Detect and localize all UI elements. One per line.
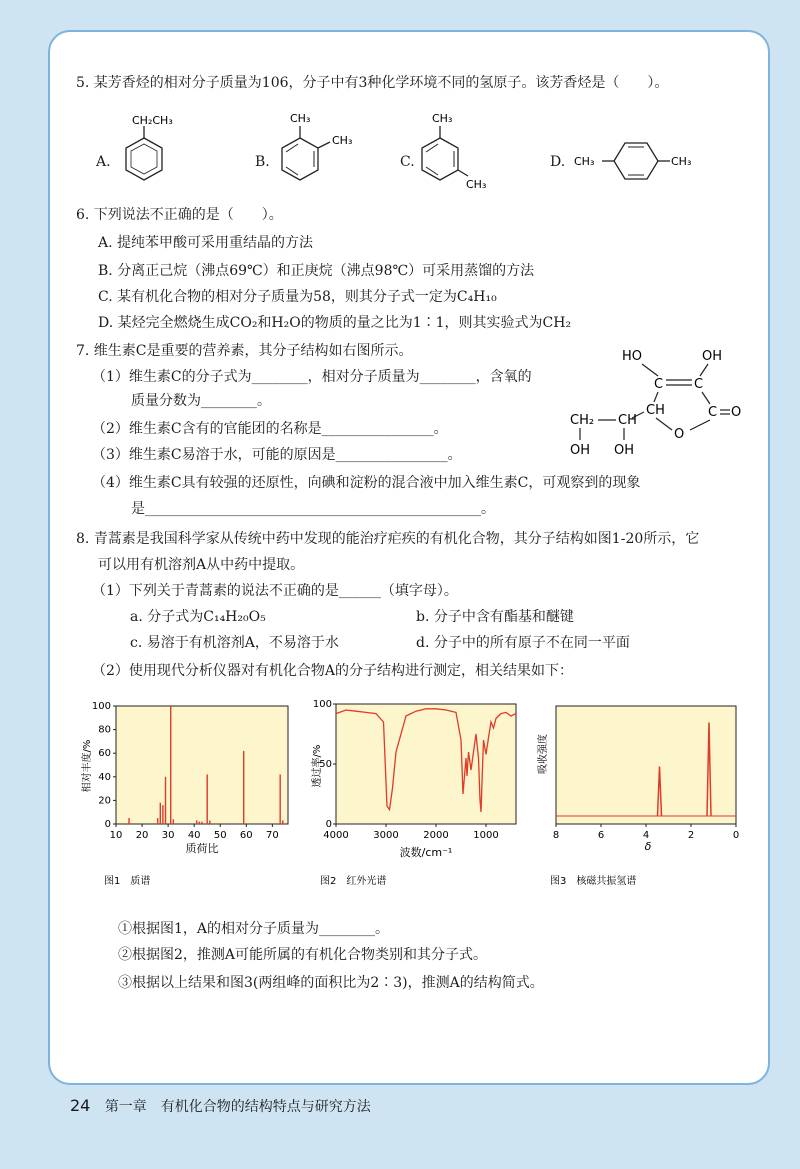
ir-caption: 图2 红外光谱 [320, 876, 387, 887]
ms-xlabel: 质荷比 [185, 842, 219, 855]
ir-plot-area [336, 704, 516, 824]
q7-part-3: （3）维生素C易溶于水，可能的原因是________________。 [92, 447, 462, 463]
vc-oh-1: OH [702, 349, 723, 364]
q5-d-group-1: CH₃ [574, 155, 595, 168]
ms-xtick-label: 10 [109, 830, 123, 841]
q8-part-2: （2）使用现代分析仪器对有机化合物A的分子结构进行测定，相关结果如下： [92, 663, 574, 679]
q8-subq-3: ③根据以上结果和图3(两组峰的面积比为2∶3)，推测A的结构简式。 [118, 975, 544, 991]
q5-option-d-structure [574, 138, 714, 184]
ms-caption: 图1 质谱 [104, 876, 151, 887]
q6-option-b: B. 分离正己烷（沸点69℃）和正庚烷（沸点98℃）可采用蒸馏的方法 [98, 263, 535, 279]
q7-part-4: （4）维生素C具有较强的还原性，向碘和淀粉的混合液中加入维生素C，可观察到的现象 [92, 475, 641, 491]
ir-spectrum-chart [306, 694, 528, 894]
q5-option-c-structure [420, 108, 500, 192]
ir-ytick-label: 100 [312, 699, 332, 710]
nmr-xtick-label: 2 [687, 830, 695, 841]
q8-subq-2: ②根据图2，推测A可能所属的有机化合物类别和其分子式。 [118, 947, 488, 963]
q6-option-a: A. 提纯苯甲酸可采用重结晶的方法 [98, 235, 314, 251]
q7-part-4b: 是________________________________________________。 [131, 501, 495, 517]
nmr-ylabel: 吸收强度 [538, 734, 549, 774]
vc-o-ring: O [674, 427, 685, 442]
nmr-spectrum-chart [536, 694, 746, 894]
ms-xtick-label: 70 [265, 830, 279, 841]
q5-c-group-1: CH₃ [432, 112, 453, 125]
vc-c1: C [654, 377, 664, 392]
q8-choice-c: c. 易溶于有机溶剂A，不易溶于水 [130, 635, 339, 651]
ms-xtick-label: 50 [213, 830, 227, 841]
vc-ch-side: CH [618, 413, 637, 428]
vc-o-keto: O [731, 405, 742, 420]
q8-stem-1: 8. 青蒿素是我国科学家从传统中药中发现的能治疗疟疾的有机化合物，其分子结构如图1-20所示，它 [76, 531, 700, 547]
q7-part-2: （2）维生素C含有的官能团的名称是________________。 [92, 421, 448, 437]
q5-c-group-2: CH₃ [466, 178, 487, 191]
vitamin-c-structure [560, 340, 760, 460]
ms-xtick-label: 40 [187, 830, 201, 841]
ms-ytick-label: 80 [98, 724, 111, 736]
nmr-xtick-label: 6 [597, 830, 605, 841]
vc-oh-3: OH [614, 443, 635, 458]
nmr-xlabel: δ [644, 840, 652, 853]
q5-a-group: CH₂CH₃ [132, 114, 173, 127]
ir-xtick-label: 3000 [373, 830, 399, 841]
ms-ytick-label: 100 [91, 701, 111, 712]
ir-xlabel: 波数/cm⁻¹ [399, 846, 453, 859]
q5-option-c-label: C. [400, 154, 415, 170]
ms-plot-area [116, 706, 288, 824]
vc-c3: C [708, 405, 718, 420]
ms-xtick-label: 20 [135, 830, 149, 841]
q7-stem: 7. 维生素C是重要的营养素，其分子结构如右图所示。 [76, 343, 413, 359]
q5-option-a-label: A. [96, 154, 111, 170]
ms-ytick-label: 20 [98, 795, 111, 807]
vc-ch2: CH₂ [570, 413, 595, 428]
vc-ho: HO [622, 349, 643, 364]
q5-b-group-2: CH₃ [332, 134, 353, 147]
nmr-xtick-label: 4 [642, 830, 650, 841]
q8-stem-2: 可以用有机溶剂A从中药中提取。 [98, 557, 305, 573]
q7-part-1: （1）维生素C的分子式为________，相对分子质量为________，含氧的 [92, 369, 532, 385]
page-number: 24 [70, 1096, 91, 1115]
q8-choice-d: d. 分子中的所有原子不在同一平面 [416, 635, 630, 651]
q5-stem: 5. 某芳香烃的相对分子质量为106，分子中有3种化学环境不同的氢原子。该芳香烃是（ ）。 [76, 75, 669, 91]
nmr-xtick-label: 0 [732, 830, 740, 841]
page-footer [70, 1096, 371, 1116]
ms-xtick-label: 60 [239, 830, 253, 841]
q8-choice-a: a. 分子式为C₁₄H₂₀O₅ [130, 609, 266, 625]
ir-xtick-label: 1000 [473, 830, 499, 841]
ms-ytick-label: 60 [98, 748, 111, 760]
chapter-title: 第一章 有机化合物的结构特点与研究方法 [104, 1099, 371, 1115]
q5-b-group-1: CH₃ [290, 112, 311, 125]
nmr-caption: 图3 核磁共振氢谱 [550, 876, 637, 887]
ms-ylabel: 相对丰度/% [82, 739, 93, 793]
ir-xtick-label: 2000 [423, 830, 449, 841]
vc-ch: CH [646, 403, 665, 418]
vc-c2: C [694, 377, 704, 392]
q5-option-b-structure [274, 108, 364, 192]
q8-subq-1: ①根据图1，A的相对分子质量为________。 [118, 921, 390, 937]
ir-ytick-label: 0 [325, 819, 332, 830]
q5-option-d-label: D. [550, 154, 566, 170]
q5-d-group-2: CH₃ [671, 155, 692, 168]
q6-stem: 6. 下列说法不正确的是（ ）。 [76, 207, 283, 223]
ms-ytick-label: 40 [98, 771, 111, 783]
ir-ylabel: 透过率/% [312, 744, 323, 788]
q8-part-1: （1）下列关于青蒿素的说法不正确的是______（填字母）。 [92, 583, 458, 599]
nmr-xtick-label: 8 [552, 830, 560, 841]
q6-option-d: D. 某烃完全燃烧生成CO₂和H₂O的物质的量之比为1∶1，则其实验式为CH₂ [98, 315, 572, 331]
ms-ytick-label: 0 [104, 819, 111, 830]
q5-option-b-label: B. [255, 154, 270, 170]
q6-option-c: C. 某有机化合物的相对分子质量为58，则其分子式一定为C₄H₁₀ [98, 289, 497, 305]
q5-option-a-structure [116, 112, 196, 192]
ms-xtick-label: 30 [161, 830, 175, 841]
q8-choice-b: b. 分子中含有酯基和醚键 [416, 609, 574, 625]
vc-oh-2: OH [570, 443, 591, 458]
ir-xtick-label: 4000 [323, 830, 349, 841]
mass-spectrum-chart [74, 694, 304, 894]
ir-ytick-label: 50 [319, 759, 332, 770]
q7-part-1b: 质量分数为________。 [131, 393, 271, 409]
